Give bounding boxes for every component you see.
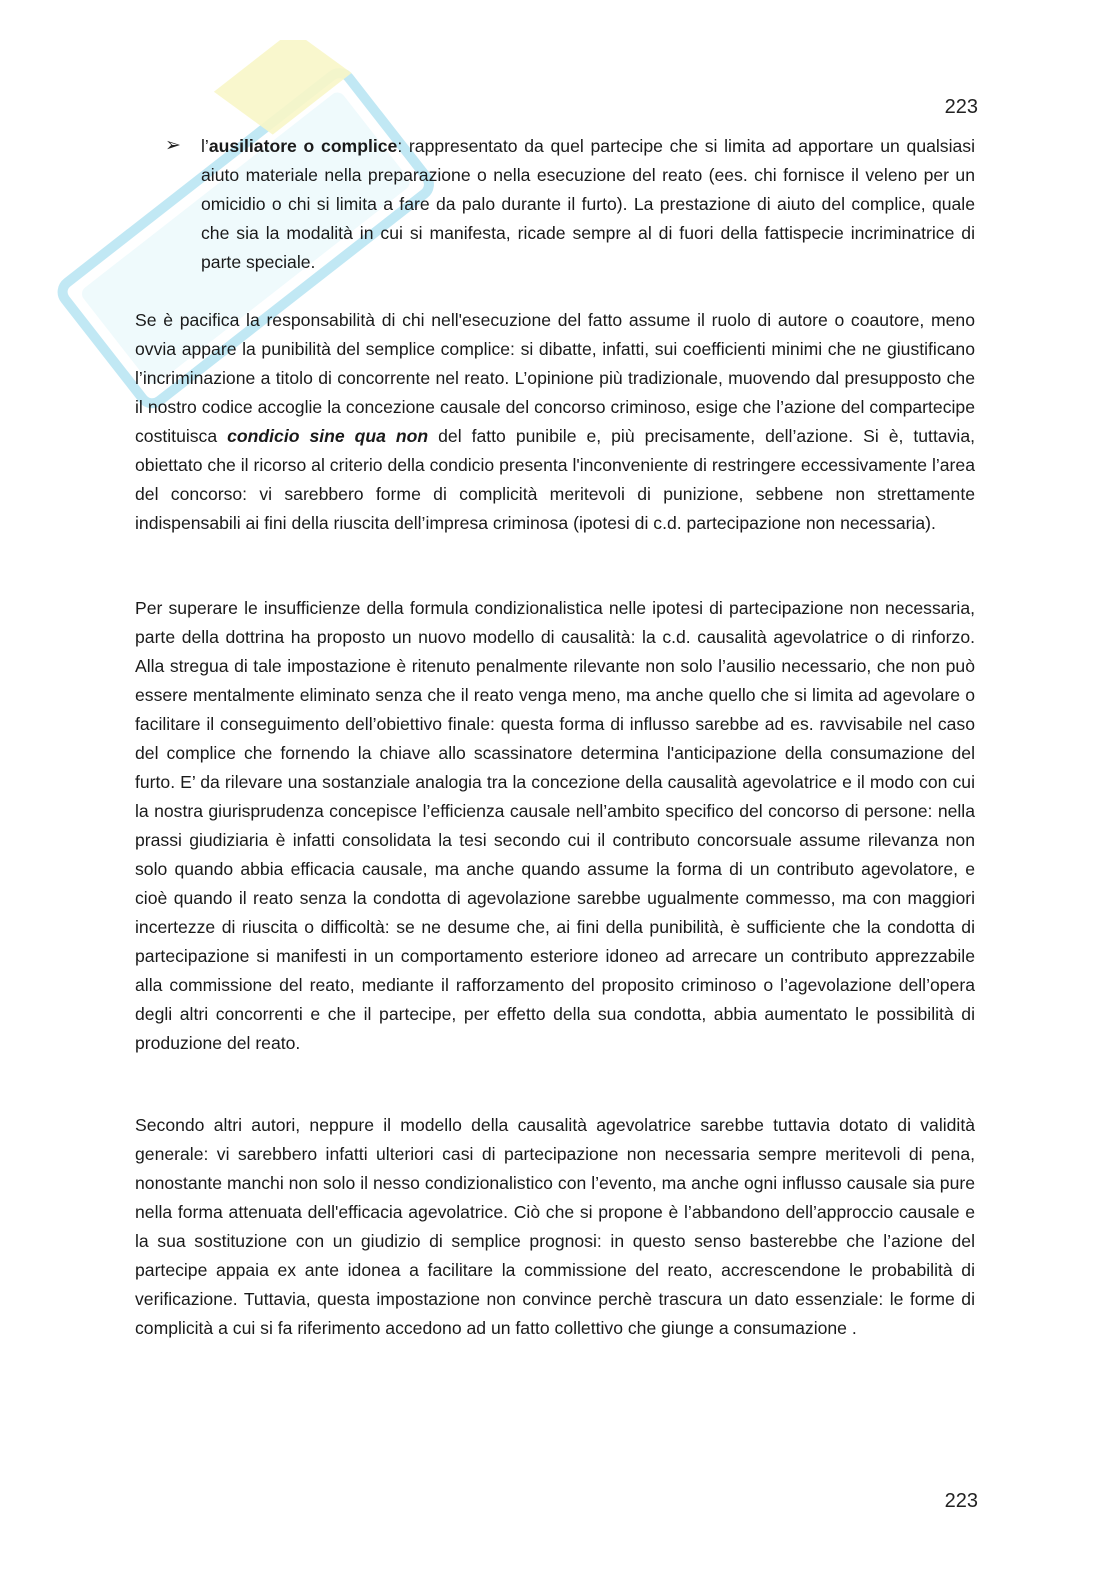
- paragraph-2: Per superare le insufficienze della formula condizionalistica nelle ipotesi di partecipazione non necessaria, parte della dottrina ha proposto un nuovo modello di causalità: la c.d. causalità agevolatrice o di rinforzo. Alla stregua di tale impostazione è ritenuto penalmente rilevante non solo l’ausilio necessario, che non può essere mentalmente eliminato senza che il reato venga meno, ma anche quello che si limita ad agevolare o facilitare il conseguimento dell’obiettivo finale: questa forma di influsso sarebbe ad es. ravvisabile nel caso del complice che fornendo la chiave allo scassinatore determina l'anticipazione della consumazione del furto. E’ da rilevare una sostanziale analogia tra la concezione della causalità agevolatrice e il modo con cui la nostra giurisprudenza concepisce l’efficienza causale nell’ambito specifico del concorso di persone: nella prassi giudiziaria è infatti consolidata la tesi secondo cui il contributo concorsuale assume rilevanza non solo quando abbia efficacia causale, ma anche quando assume la forma di un contributo agevolatore, e cioè quando il reato senza la condotta di agevolazione sarebbe ugualmente commesso, ma con maggiori incertezze di riuscita o difficoltà: se ne desume che, ai fini della punibilità, è sufficiente che la condotta di partecipazione si manifesti in un comportamento esteriore idoneo ad arrecare un contributo apprezzabile alla commissione del reato, mediante il rafforzamento del proposito criminoso o l’agevolazione dell’opera degli altri concorrenti e che il partecipe, per effetto della sua condotta, abbia aumentato le possibilità di produzione del reato.: [135, 598, 975, 1053]
- bullet-term: ausiliatore o complice: [208, 136, 398, 156]
- bullet-item: [165, 132, 975, 277]
- paragraph-3: Secondo altri autori, neppure il modello della causalità agevolatrice sarebbe tuttavia dotato di validità generale: vi sarebbero infatti ulteriori casi di partecipazione non necessaria sempre meritevoli di pena, nonostante manchi non solo il nesso condizionalistico con l’evento, ma anche ogni influsso causale sia pure nella forma attenuata dell'efficacia agevolatrice. Ciò che si propone è l’abbandono dell’approccio causale e la sua sostituzione con un giudizio di semplice prognosi: in questo senso basterebbe che l’azione del partecipe appaia ex ante idonea a facilitare la commissione del reato, accrescendone le probabilità di verificazione. Tuttavia, questa impostazione non convince perchè trascura un dato essenziale: le forme di complicità a cui si fa riferimento accedono ad un fatto collettivo che giunge a consumazione .: [135, 1115, 975, 1338]
- paragraph-1: [135, 306, 975, 538]
- paragraph-1-part-a: Se è pacifica la responsabilità di chi nell'esecuzione del fatto assume il ruolo di autore o coautore, meno ovvia appare la punibilità del semplice complice: si dibatte, infatti, sui coefficienti minimi che ne giustificano l’incriminazione a titolo di concorrente nel reato. L’opinione più tradizionale, muovendo dal presupposto che il nostro codice accoglie la concezione causale del concorso criminoso, esige che l’azione del compartecipe costituisca: [135, 310, 975, 446]
- bullet-prefix: l’: [201, 136, 209, 156]
- page-number-bottom: 223: [944, 1490, 978, 1512]
- paragraph-1-part-b: del fatto punibile e, più precisamente, dell’azione. Si è, tuttavia, obiettato che il ricorso al criterio della condicio presenta l'inconveniente di restringere eccessivamente l’area del concorso: vi sarebbero forme di complicità meritevoli di punizione, sebbene non strettamente indispensabili ai fini della riuscita dell’impresa criminosa (ipotesi di c.d. partecipazione non necessaria).: [135, 426, 975, 533]
- bullet-text: [201, 132, 975, 277]
- paragraph-1-emphasis: condicio sine qua non: [227, 426, 429, 446]
- page-number-top: 223: [944, 96, 978, 118]
- bullet-arrow-icon: ➢: [165, 135, 181, 156]
- bullet-body: : rappresentato da quel partecipe che si limita ad apportare un qualsiasi aiuto materiale nella preparazione o nella esecuzione del reato (ees. chi fornisce il veleno per un omicidio o chi si limita a fare da palo durante il furto). La prestazione di aiuto del complice, quale che sia la modalità in cui si manifesta, ricade sempre al di fuori della fattispecie incriminatrice di parte speciale.: [201, 136, 976, 272]
